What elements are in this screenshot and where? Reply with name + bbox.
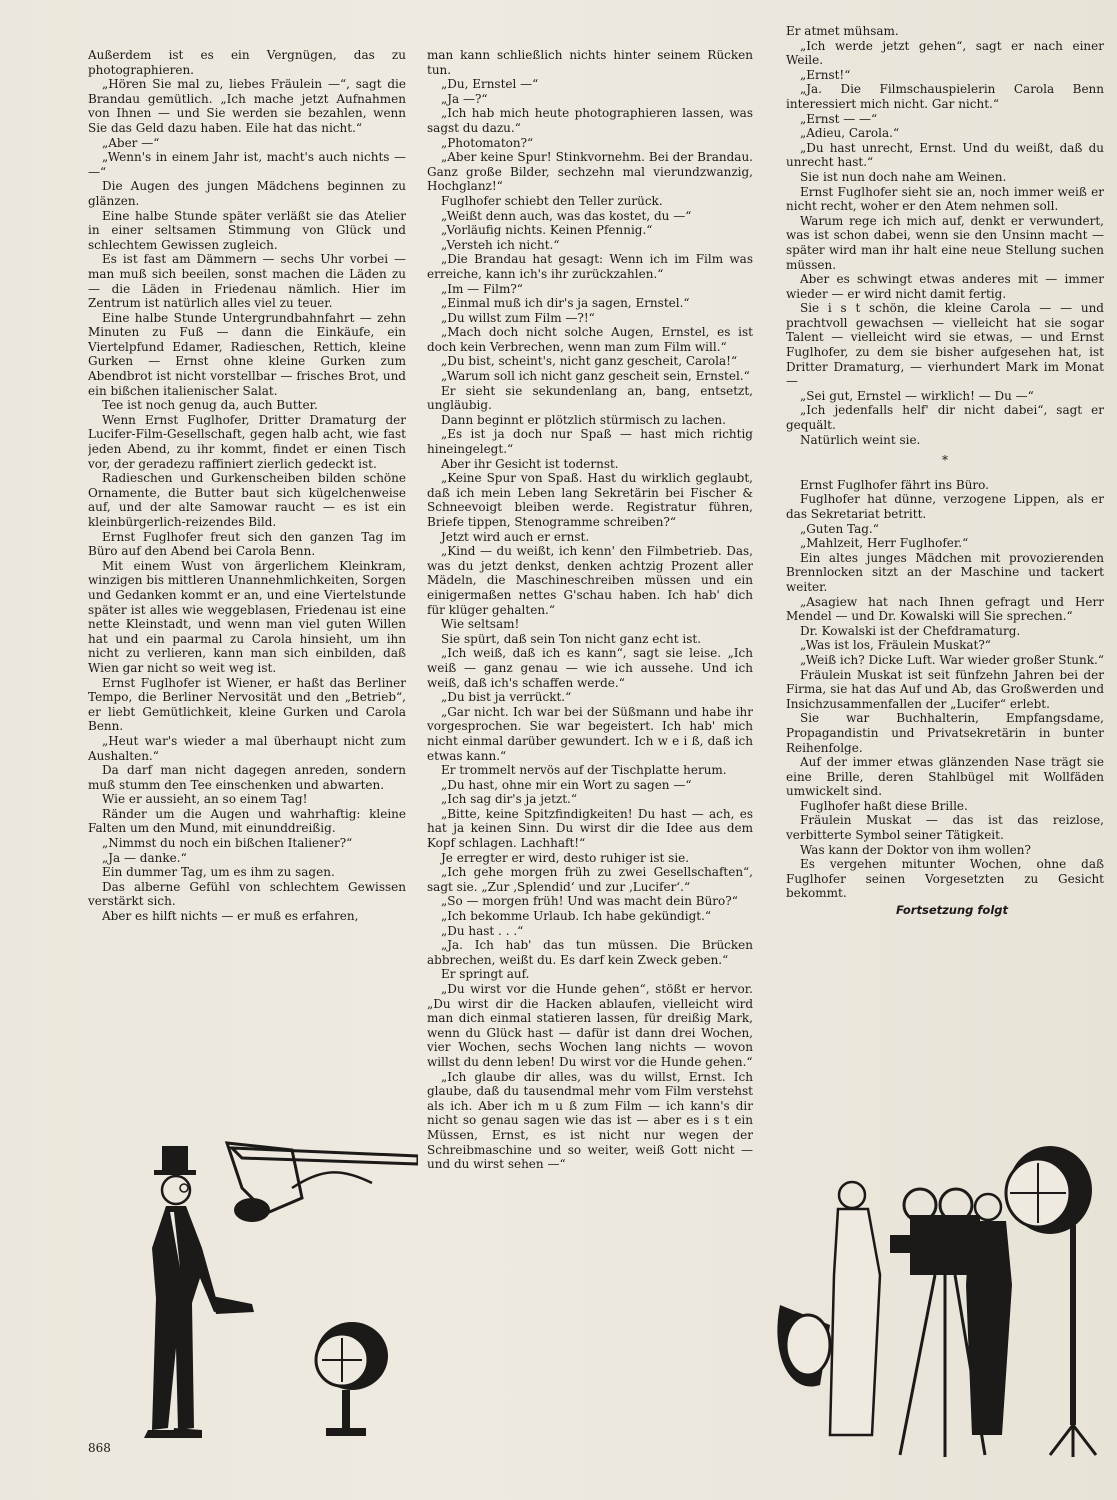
- paragraph: Je erregter er wird, desto ruhiger ist sie.: [441, 850, 690, 865]
- paragraph: „Warum soll ich nicht ganz gescheit sein, Ernstel.“: [441, 369, 750, 384]
- paragraph: Was kann der Doktor von ihm wollen?: [800, 842, 1031, 857]
- paragraph: „Photomaton?“: [441, 135, 534, 150]
- paragraph: Außerdem ist es ein Vergnügen, das zu photographieren.: [88, 48, 406, 77]
- paragraph: Jetzt wird auch er ernst.: [441, 529, 590, 544]
- paragraph: Wenn Ernst Fuglhofer, Dritter Dramaturg der Lucifer-Film-Gesellschaft, gegen halb acht, wie fast jeden Abend, zu ihr kommt, findet er einen Tisch vor, der geradezu raffiniert zierlich gedeckt ist.: [88, 412, 406, 471]
- paragraph: „Sei gut, Ernstel — wirklich! — Du —“: [800, 388, 1034, 403]
- paragraph: „Ich werde jetzt gehen“, sagt er nach einer Weile.: [786, 38, 1104, 68]
- paragraph: „Keine Spur von Spaß. Hast du wirklich geglaubt, daß ich mein Leben lang Sekretärin bei Fischer & Schneevoigt bleiben werde. Registratur führen, Briefe tippen, Stenogramme schreiben?“: [427, 471, 753, 529]
- paragraph: „Hören Sie mal zu, liebes Fräulein —“, sagt die Brandau gemütlich. „Ich mache jetzt Aufnahmen von Ihnen — und Sie werden sie bezahlen, wenn Sie das Geld dazu haben. Eile hat das nicht.“: [88, 77, 406, 135]
- paragraph: „Ich gehe morgen früh zu zwei Gesellschaften“, sagt sie. „Zur ‚Splendid‘ und zur ‚Lucifer‘.“: [427, 865, 753, 894]
- paragraph: „Ernst — —“: [800, 111, 878, 126]
- paragraph: Ernst Fuglhofer fährt ins Büro.: [800, 477, 989, 492]
- microphone-icon: [234, 1198, 270, 1222]
- paragraph: Sie spürt, daß sein Ton nicht ganz echt ist.: [441, 631, 702, 646]
- paragraph: Eine halbe Stunde später verläßt sie das Atelier in einer seltsamen Stimmung von Glück und schlechtem Gewissen zugleich.: [88, 208, 406, 252]
- paragraph: „Ich sag dir's ja jetzt.“: [441, 792, 577, 807]
- paragraph: Auf der immer etwas glänzenden Nase trägt sie eine Brille, deren Stahlbügel mit Wollfäden umwickelt sind.: [786, 755, 1104, 799]
- illustration-camera-crew: [760, 1135, 1105, 1465]
- paragraph: „Guten Tag.“: [800, 521, 879, 536]
- text-column-3: [786, 24, 1104, 1124]
- paragraph: Sie ist nun doch nahe am Weinen.: [800, 169, 1007, 184]
- paragraph: „Vorläufig nichts. Keinen Pfennig.“: [441, 223, 653, 238]
- paragraph: Warum rege ich mich auf, denkt er verwundert, was ist schon dabei, wenn sie den Unsinn macht — später wird man ihr halt eine neue Stellung suchen müssen.: [786, 213, 1104, 272]
- director-figure: [152, 1206, 238, 1430]
- paragraph: Fuglhofer schiebt den Teller zurück.: [441, 193, 663, 208]
- paragraph: „Ja —?“: [441, 91, 488, 106]
- paragraph: „So — morgen früh! Und was macht dein Büro?“: [441, 894, 738, 909]
- paragraph: man kann schließlich nichts hinter seinem Rücken tun.: [427, 48, 753, 77]
- paragraph: „Ich glaube dir alles, was du willst, Ernst. Ich glaube, daß du tausendmal mehr vom Film verstehst als ich. Aber ich m u ß zum Film — ich kann's dir nicht so genau sagen wie das ist — aber es i s t ein Müssen, Ernst, es ist nicht nur wegen der Schreibmaschine und so weiter, weiß Gott nicht — und du wirst sehen —“: [427, 1069, 753, 1172]
- paragraph: „Wenn's in einem Jahr ist, macht's auch nichts — —“: [88, 150, 406, 179]
- paragraph: Natürlich weint sie.: [800, 432, 921, 447]
- paragraph: „Kind — du weißt, ich kenn' den Filmbetrieb. Das, was du jetzt denkst, denken achtzig Prozent aller Mädeln, die Maschineschreiben müssen und ein einigermaßen nettes G'schau haben. Ich hab' dich für klüger gehalten.“: [427, 544, 753, 617]
- paragraph: „Ich weiß, daß ich es kann“, sagt sie leise. „Ich weiß — ganz genau — wie ich aussehe. Und ich weiß, daß ich's schaffen werde.“: [427, 646, 753, 690]
- paragraph: Wie er aussieht, an so einem Tag!: [102, 792, 308, 807]
- paragraph: Ein altes junges Mädchen mit provozierenden Brennlocken sitzt an der Maschine und tackert weiter.: [786, 550, 1104, 594]
- paragraph: „Es ist ja doch nur Spaß — hast mich richtig hineingelegt.“: [427, 427, 753, 457]
- paragraph: „Bitte, keine Spitzfindigkeiten! Du hast — ach, es hat ja keinen Sinn. Du wirst dir die Idee aus dem Kopf schlagen. Lachhaft!“: [427, 806, 753, 851]
- paragraph: Er sieht sie sekundenlang an, bang, entsetzt, ungläubig.: [427, 383, 753, 413]
- paragraph: Radieschen und Gurkenscheiben bilden schöne Ornamente, die Butter baut sich kügelchenweise auf, und der alte Samowar raucht — es ist ein kleinbürgerlich-reizendes Bild.: [88, 471, 406, 529]
- paragraph: Mit einem Wust von ärgerlichem Kleinkram, winzigen bis mittleren Unannehmlichkeiten, Sorgen und Gedanken kommt er an, und eine Viertelstunde später ist alles wie weggeblasen, Friedenau ist eine nette Kleinstadt, und wenn man viel guten Willen hat und ein paarmal zu Carola hinsieht, um ihn nicht zu verlieren, kann man sich einbilden, daß Wien gar nicht so weit weg ist.: [88, 558, 406, 675]
- paragraph: Wie seltsam!: [441, 617, 520, 632]
- paragraph: Das alberne Gefühl von schlechtem Gewissen verstärkt sich.: [88, 879, 406, 909]
- paragraph: Die Augen des jungen Mädchens beginnen zu glänzen.: [88, 179, 406, 208]
- paragraph: „Ich hab mich heute photographieren lassen, was sagst du dazu.“: [427, 106, 753, 135]
- text-column-3-part-1: [786, 24, 1104, 447]
- text-column-3-part-2: [786, 478, 1104, 901]
- paragraph: „Ich bekomme Urlaub. Ich habe gekündigt.“: [441, 909, 712, 924]
- paragraph: Dr. Kowalski ist der Chefdramaturg.: [800, 623, 1021, 638]
- paragraph: „Gar nicht. Ich war bei der Süßmann und habe ihr vorgesprochen. Sie war begeistert. Ich hab' mich nicht einmal darüber gewundert. Ich w e i ß, daß ich etwas kann.“: [427, 704, 753, 763]
- paragraph: Aber ihr Gesicht ist todernst.: [441, 456, 619, 471]
- page-number: 868: [88, 1441, 111, 1455]
- paragraph: Er atmet mühsam.: [786, 24, 899, 38]
- paragraph: „Die Brandau hat gesagt: Wenn ich im Film was erreiche, kann ich's ihr zurückzahlen.“: [427, 252, 753, 281]
- paragraph: Tee ist noch genug da, auch Butter.: [102, 398, 318, 413]
- paragraph: „Ja. Die Filmschauspielerin Carola Benn interessiert mich nicht. Gar nicht.“: [786, 82, 1104, 111]
- paragraph: „Du hast . . .“: [441, 923, 524, 938]
- paragraph: „Mahlzeit, Herr Fuglhofer.“: [800, 536, 969, 551]
- spotlight-icon: [316, 1322, 388, 1436]
- top-hat-icon: [162, 1146, 188, 1172]
- paragraph: Fuglhofer haßt diese Brille.: [800, 798, 968, 813]
- paragraph: „Du bist, scheint's, nicht ganz gescheit, Carola!“: [441, 354, 738, 369]
- section-separator: *: [942, 453, 948, 468]
- paragraph: „Ja — danke.“: [102, 850, 187, 865]
- boom-arm: [232, 1148, 418, 1164]
- paragraph: „Du hast, ohne mir ein Wort zu sagen —“: [441, 777, 692, 792]
- paragraph: Er springt auf.: [441, 967, 530, 982]
- paragraph: „Ja. Ich hab' das tun müssen. Die Brücken abbrechen, weißt du. Es darf kein Zweck geben.“: [427, 938, 753, 967]
- paragraph: „Du bist ja verrückt.“: [441, 690, 572, 705]
- paragraph: „Nimmst du noch ein bißchen Italiener?“: [102, 836, 353, 851]
- paragraph: „Ich jedenfalls helf' dir nicht dabei“, sagt er gequält.: [786, 403, 1104, 433]
- paragraph: „Du, Ernstel —“: [441, 77, 539, 92]
- paragraph: Ernst Fuglhofer sieht sie an, noch immer weiß er nicht recht, woher er den Atem nehmen soll.: [786, 184, 1104, 214]
- paragraph: Ernst Fuglhofer ist Wiener, er haßt das Berliner Tempo, die Berliner Nervosität und den „Betrieb“, er liebt Gemütlichkeit, kleine Gurken und Carola Benn.: [88, 675, 406, 734]
- paragraph: Ein dummer Tag, um es ihm zu sagen.: [102, 865, 335, 880]
- paragraph: „Weißt denn auch, was das kostet, du —“: [441, 208, 692, 223]
- paragraph: „Du willst zum Film —?!“: [441, 310, 595, 325]
- paragraph: „Einmal muß ich dir's ja sagen, Ernstel.“: [441, 296, 690, 311]
- paragraph: „Asagiew hat nach Ihnen gefragt und Herr Mendel — und Dr. Kowalski will Sie sprechen.“: [786, 594, 1104, 624]
- paragraph: „Du hast unrecht, Ernst. Und du weißt, daß du unrecht hast.“: [786, 140, 1104, 170]
- continuation-note: Fortsetzung folgt: [895, 903, 1008, 918]
- paragraph: „Was ist los, Fräulein Muskat?“: [800, 638, 991, 653]
- paragraph: „Versteh ich nicht.“: [441, 237, 560, 252]
- paragraph: „Weiß ich? Dicke Luft. War wieder großer Stunk.“: [800, 652, 1104, 667]
- paragraph: „Im — Film?“: [441, 281, 523, 296]
- paragraph: Ernst Fuglhofer freut sich den ganzen Tag im Büro auf den Abend bei Carola Benn.: [88, 529, 406, 559]
- paragraph: Sie i s t schön, die kleine Carola — — und prachtvoll gewachsen — vielleicht hat sie sogar Talent — vielleicht wird sie etwas, — und Ernst Fuglhofer, zu dem sie bisher aufgesehen hat, ist Dritter Dramaturg, — vierhundert Mark im Monat —: [786, 301, 1104, 389]
- text-column-1: [88, 48, 406, 1123]
- paragraph: Eine halbe Stunde Untergrundbahnfahrt — zehn Minuten zu Fuß — dann die Einkäufe, ein Viertelpfund Edamer, Radieschen, Rettich, kleine Gurken — Ernst ohne kleine Gurken zum Abendbrot ist nicht vorstellbar — frisches Brot, und ein bißchen italienischer Salat.: [88, 310, 406, 398]
- illustration-director-with-spotlight: [92, 1128, 418, 1458]
- paragraph: „Aber keine Spur! Stinkvornehm. Bei der Brandau. Ganz große Bilder, sechzehn mal vierundzwanzig, Hochglanz!“: [427, 150, 753, 194]
- paragraph: Es vergehen mitunter Wochen, ohne daß Fuglhofer seinen Vorgesetzten zu Gesicht bekommt.: [786, 857, 1104, 901]
- paragraph: „Mach doch nicht solche Augen, Ernstel, es ist doch kein Verbrechen, wenn man zum Film will.“: [427, 325, 753, 354]
- paragraph: Da darf man nicht dagegen anreden, sondern muß stumm den Tee einschenken und abwarten.: [88, 763, 406, 792]
- paragraph: Aber es schwingt etwas anderes mit — immer wieder — er wird nicht damit fertig.: [786, 272, 1104, 301]
- paragraph: „Heut war's wieder a mal überhaupt nicht zum Aushalten.“: [88, 733, 406, 763]
- paragraph: Fräulein Muskat — das ist das reizlose, verbitterte Symbol seiner Tätigkeit.: [786, 813, 1104, 843]
- paragraph: Fräulein Muskat ist seit fünfzehn Jahren bei der Firma, sie hat das Auf und Ab, das Großwerden und Insichzusammenfallen der „Lucifer“ erlebt.: [786, 667, 1104, 711]
- paragraph: „Ernst!“: [800, 67, 851, 82]
- paragraph: Sie war Buchhalterin, Empfangsdame, Propagandistin und Privatsekretärin in bunter Reihenfolge.: [786, 711, 1104, 755]
- paragraph: Aber es hilft nichts — er muß es erfahren,: [102, 909, 359, 924]
- studio-lamp-icon: [1006, 1146, 1096, 1457]
- text-column-2: [427, 48, 753, 1448]
- paragraph: Dann beginnt er plötzlich stürmisch zu lachen.: [441, 412, 726, 427]
- paragraph: „Du wirst vor die Hunde gehen“, stößt er hervor. „Du wirst dir die Hacken ablaufen, vielleicht wird man dich einmal statieren lassen, für dreißig Mark, wenn du Glück hast — dafür ist dann drei Wochen, vier Wochen, sechs Wochen lang nichts — wovon willst du denn leben! Du wirst vor die Hunde gehen.“: [427, 982, 753, 1069]
- paragraph: Er trommelt nervös auf der Tischplatte herum.: [441, 763, 727, 778]
- paragraph: „Adieu, Carola.“: [800, 126, 900, 141]
- paragraph: Ränder um die Augen und wahrhaftig: kleine Falten um den Mund, mit einunddreißig.: [88, 806, 406, 836]
- paragraph: Es ist fast am Dämmern — sechs Uhr vorbei — man muß sich beeilen, sonst machen die Läden zu — die Läden in Friedenau nämlich. Hier im Zentrum ist natürlich alles viel zu teuer.: [88, 252, 406, 311]
- paragraph: Fuglhofer hat dünne, verzogene Lippen, als er das Sekretariat betritt.: [786, 492, 1104, 521]
- paragraph: „Aber —“: [102, 135, 160, 150]
